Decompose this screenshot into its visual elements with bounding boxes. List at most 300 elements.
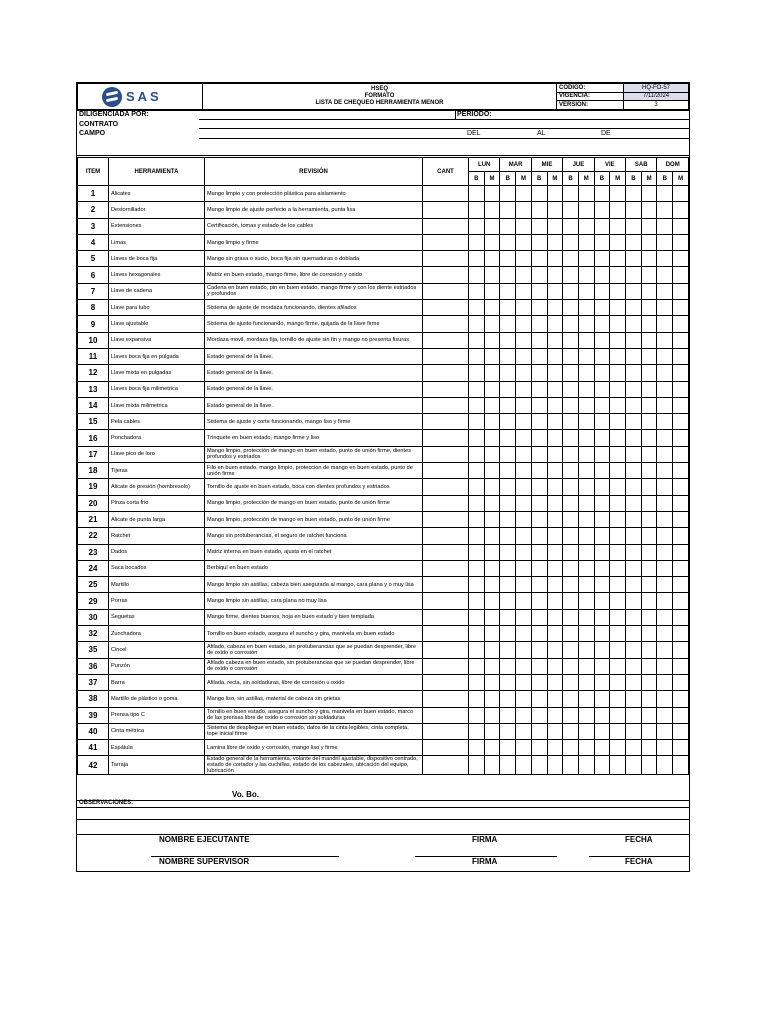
check-cell[interactable] [516,283,532,299]
check-cell[interactable] [469,626,485,642]
check-cell[interactable] [657,609,673,625]
check-cell[interactable] [516,300,532,316]
check-cell[interactable] [563,463,579,479]
check-cell[interactable] [657,316,673,332]
check-cell[interactable] [516,691,532,707]
check-cell[interactable] [578,332,594,348]
check-cell[interactable] [516,479,532,495]
check-cell[interactable] [531,202,547,218]
check-cell[interactable] [578,316,594,332]
check-cell[interactable] [641,511,657,527]
check-cell[interactable] [626,756,642,775]
check-cell[interactable] [641,381,657,397]
check-cell[interactable] [578,642,594,658]
check-cell[interactable] [626,658,642,674]
check-cell[interactable] [626,609,642,625]
check-cell[interactable] [626,234,642,250]
check-cell[interactable] [500,560,516,576]
check-cell[interactable] [594,740,610,756]
check-cell[interactable] [563,495,579,511]
check-cell[interactable] [657,348,673,364]
check-cell[interactable] [484,397,500,413]
check-cell[interactable] [578,283,594,299]
check-cell[interactable] [531,234,547,250]
check-cell[interactable] [563,381,579,397]
check-cell[interactable] [594,316,610,332]
cant-cell[interactable] [423,332,469,348]
check-cell[interactable] [547,740,563,756]
check-cell[interactable] [657,495,673,511]
check-cell[interactable] [531,691,547,707]
check-cell[interactable] [657,267,673,283]
check-cell[interactable] [531,756,547,775]
check-cell[interactable] [531,397,547,413]
check-cell[interactable] [531,511,547,527]
check-cell[interactable] [673,723,689,739]
check-cell[interactable] [469,381,485,397]
cant-cell[interactable] [423,479,469,495]
check-cell[interactable] [594,430,610,446]
firma-supervisor-line[interactable] [415,856,557,857]
check-cell[interactable] [469,544,485,560]
check-cell[interactable] [657,186,673,202]
cant-cell[interactable] [423,674,469,690]
cant-cell[interactable] [423,707,469,723]
check-cell[interactable] [626,218,642,234]
check-cell[interactable] [610,674,626,690]
check-cell[interactable] [563,283,579,299]
check-cell[interactable] [547,560,563,576]
check-cell[interactable] [641,691,657,707]
check-cell[interactable] [469,430,485,446]
check-cell[interactable] [469,202,485,218]
check-cell[interactable] [500,707,516,723]
check-cell[interactable] [610,463,626,479]
check-cell[interactable] [626,348,642,364]
check-cell[interactable] [484,267,500,283]
check-cell[interactable] [673,642,689,658]
check-cell[interactable] [594,593,610,609]
check-cell[interactable] [547,511,563,527]
check-cell[interactable] [578,234,594,250]
check-cell[interactable] [641,479,657,495]
check-cell[interactable] [626,544,642,560]
check-cell[interactable] [469,267,485,283]
check-cell[interactable] [500,446,516,462]
check-cell[interactable] [516,186,532,202]
check-cell[interactable] [563,626,579,642]
check-cell[interactable] [673,495,689,511]
check-cell[interactable] [469,186,485,202]
check-cell[interactable] [563,267,579,283]
check-cell[interactable] [594,332,610,348]
check-cell[interactable] [610,397,626,413]
check-cell[interactable] [641,218,657,234]
check-cell[interactable] [673,511,689,527]
check-cell[interactable] [469,560,485,576]
check-cell[interactable] [610,707,626,723]
check-cell[interactable] [578,479,594,495]
check-cell[interactable] [673,593,689,609]
check-cell[interactable] [516,365,532,381]
check-cell[interactable] [469,283,485,299]
check-cell[interactable] [673,740,689,756]
fecha-supervisor-line[interactable] [589,856,689,857]
fecha-ejecutante-line[interactable] [589,834,689,835]
check-cell[interactable] [641,430,657,446]
cant-cell[interactable] [423,234,469,250]
check-cell[interactable] [563,658,579,674]
check-cell[interactable] [563,479,579,495]
check-cell[interactable] [594,251,610,267]
check-cell[interactable] [641,577,657,593]
check-cell[interactable] [469,511,485,527]
check-cell[interactable] [673,267,689,283]
check-cell[interactable] [578,691,594,707]
check-cell[interactable] [484,251,500,267]
check-cell[interactable] [469,740,485,756]
check-cell[interactable] [626,446,642,462]
check-cell[interactable] [500,593,516,609]
check-cell[interactable] [578,397,594,413]
check-cell[interactable] [610,348,626,364]
check-cell[interactable] [531,609,547,625]
check-cell[interactable] [484,218,500,234]
check-cell[interactable] [673,609,689,625]
check-cell[interactable] [673,544,689,560]
cant-cell[interactable] [423,381,469,397]
check-cell[interactable] [657,560,673,576]
cant-cell[interactable] [423,186,469,202]
check-cell[interactable] [547,202,563,218]
check-cell[interactable] [610,202,626,218]
check-cell[interactable] [626,430,642,446]
cant-cell[interactable] [423,723,469,739]
check-cell[interactable] [516,674,532,690]
check-cell[interactable] [657,430,673,446]
check-cell[interactable] [547,674,563,690]
cant-cell[interactable] [423,756,469,775]
check-cell[interactable] [531,495,547,511]
check-cell[interactable] [469,348,485,364]
check-cell[interactable] [500,332,516,348]
check-cell[interactable] [500,674,516,690]
check-cell[interactable] [484,707,500,723]
check-cell[interactable] [610,609,626,625]
cant-cell[interactable] [423,446,469,462]
check-cell[interactable] [547,218,563,234]
check-cell[interactable] [673,283,689,299]
check-cell[interactable] [469,756,485,775]
check-cell[interactable] [594,544,610,560]
cant-cell[interactable] [423,642,469,658]
check-cell[interactable] [469,691,485,707]
check-cell[interactable] [673,365,689,381]
cant-cell[interactable] [423,691,469,707]
check-cell[interactable] [657,365,673,381]
check-cell[interactable] [641,495,657,511]
check-cell[interactable] [626,186,642,202]
cant-cell[interactable] [423,283,469,299]
cant-cell[interactable] [423,202,469,218]
check-cell[interactable] [516,332,532,348]
check-cell[interactable] [547,397,563,413]
check-cell[interactable] [610,186,626,202]
check-cell[interactable] [531,528,547,544]
check-cell[interactable] [626,397,642,413]
check-cell[interactable] [594,365,610,381]
check-cell[interactable] [563,740,579,756]
check-cell[interactable] [469,463,485,479]
check-cell[interactable] [610,642,626,658]
check-cell[interactable] [578,674,594,690]
check-cell[interactable] [626,642,642,658]
check-cell[interactable] [578,658,594,674]
check-cell[interactable] [594,577,610,593]
check-cell[interactable] [516,202,532,218]
check-cell[interactable] [594,463,610,479]
diligenciada-field[interactable] [199,119,689,120]
check-cell[interactable] [563,234,579,250]
check-cell[interactable] [657,446,673,462]
check-cell[interactable] [484,414,500,430]
cant-cell[interactable] [423,544,469,560]
check-cell[interactable] [563,593,579,609]
cant-cell[interactable] [423,511,469,527]
check-cell[interactable] [657,218,673,234]
check-cell[interactable] [673,674,689,690]
check-cell[interactable] [547,577,563,593]
check-cell[interactable] [500,365,516,381]
check-cell[interactable] [610,430,626,446]
check-cell[interactable] [657,658,673,674]
check-cell[interactable] [500,218,516,234]
check-cell[interactable] [673,446,689,462]
check-cell[interactable] [641,234,657,250]
check-cell[interactable] [469,479,485,495]
check-cell[interactable] [500,511,516,527]
check-cell[interactable] [657,528,673,544]
check-cell[interactable] [594,691,610,707]
check-cell[interactable] [547,300,563,316]
check-cell[interactable] [516,381,532,397]
check-cell[interactable] [484,479,500,495]
check-cell[interactable] [578,463,594,479]
check-cell[interactable] [673,430,689,446]
check-cell[interactable] [469,332,485,348]
check-cell[interactable] [641,446,657,462]
check-cell[interactable] [547,446,563,462]
check-cell[interactable] [484,593,500,609]
check-cell[interactable] [657,251,673,267]
check-cell[interactable] [469,495,485,511]
check-cell[interactable] [547,186,563,202]
check-cell[interactable] [484,430,500,446]
check-cell[interactable] [594,674,610,690]
contrato-field[interactable] [199,128,689,129]
check-cell[interactable] [500,642,516,658]
check-cell[interactable] [610,626,626,642]
cant-cell[interactable] [423,495,469,511]
check-cell[interactable] [641,251,657,267]
check-cell[interactable] [673,202,689,218]
check-cell[interactable] [516,463,532,479]
check-cell[interactable] [610,300,626,316]
check-cell[interactable] [578,707,594,723]
check-cell[interactable] [469,251,485,267]
check-cell[interactable] [610,332,626,348]
cant-cell[interactable] [423,397,469,413]
check-cell[interactable] [531,365,547,381]
check-cell[interactable] [500,723,516,739]
check-cell[interactable] [516,234,532,250]
check-cell[interactable] [484,202,500,218]
check-cell[interactable] [578,365,594,381]
check-cell[interactable] [610,267,626,283]
cant-cell[interactable] [423,658,469,674]
check-cell[interactable] [594,234,610,250]
cant-cell[interactable] [423,218,469,234]
check-cell[interactable] [516,267,532,283]
check-cell[interactable] [484,577,500,593]
check-cell[interactable] [500,658,516,674]
check-cell[interactable] [516,528,532,544]
cant-cell[interactable] [423,251,469,267]
check-cell[interactable] [641,642,657,658]
check-cell[interactable] [563,560,579,576]
check-cell[interactable] [531,577,547,593]
check-cell[interactable] [626,202,642,218]
check-cell[interactable] [547,365,563,381]
check-cell[interactable] [594,397,610,413]
check-cell[interactable] [641,300,657,316]
check-cell[interactable] [531,186,547,202]
check-cell[interactable] [500,495,516,511]
cant-cell[interactable] [423,626,469,642]
check-cell[interactable] [531,251,547,267]
check-cell[interactable] [469,218,485,234]
check-cell[interactable] [563,707,579,723]
check-cell[interactable] [626,560,642,576]
check-cell[interactable] [610,593,626,609]
check-cell[interactable] [673,218,689,234]
check-cell[interactable] [673,186,689,202]
check-cell[interactable] [657,544,673,560]
check-cell[interactable] [547,691,563,707]
check-cell[interactable] [641,560,657,576]
check-cell[interactable] [578,267,594,283]
check-cell[interactable] [563,642,579,658]
check-cell[interactable] [563,186,579,202]
check-cell[interactable] [673,251,689,267]
check-cell[interactable] [578,593,594,609]
check-cell[interactable] [578,348,594,364]
check-cell[interactable] [578,740,594,756]
check-cell[interactable] [469,577,485,593]
check-cell[interactable] [578,609,594,625]
cant-cell[interactable] [423,365,469,381]
check-cell[interactable] [594,202,610,218]
check-cell[interactable] [531,414,547,430]
check-cell[interactable] [516,316,532,332]
check-cell[interactable] [610,446,626,462]
cant-cell[interactable] [423,560,469,576]
check-cell[interactable] [641,186,657,202]
check-cell[interactable] [516,707,532,723]
check-cell[interactable] [531,740,547,756]
check-cell[interactable] [578,528,594,544]
check-cell[interactable] [563,511,579,527]
check-cell[interactable] [673,560,689,576]
campo-field[interactable] [199,138,689,139]
check-cell[interactable] [626,511,642,527]
check-cell[interactable] [484,381,500,397]
check-cell[interactable] [673,234,689,250]
check-cell[interactable] [641,544,657,560]
check-cell[interactable] [547,414,563,430]
check-cell[interactable] [500,544,516,560]
check-cell[interactable] [563,577,579,593]
check-cell[interactable] [547,316,563,332]
check-cell[interactable] [563,300,579,316]
check-cell[interactable] [578,251,594,267]
check-cell[interactable] [500,609,516,625]
check-cell[interactable] [547,267,563,283]
check-cell[interactable] [563,430,579,446]
check-cell[interactable] [500,381,516,397]
check-cell[interactable] [610,560,626,576]
check-cell[interactable] [500,316,516,332]
check-cell[interactable] [531,316,547,332]
check-cell[interactable] [673,300,689,316]
check-cell[interactable] [594,756,610,775]
check-cell[interactable] [626,414,642,430]
check-cell[interactable] [484,691,500,707]
check-cell[interactable] [500,626,516,642]
check-cell[interactable] [641,332,657,348]
check-cell[interactable] [484,528,500,544]
check-cell[interactable] [673,381,689,397]
check-cell[interactable] [516,430,532,446]
check-cell[interactable] [610,234,626,250]
check-cell[interactable] [516,544,532,560]
check-cell[interactable] [484,283,500,299]
check-cell[interactable] [594,446,610,462]
check-cell[interactable] [594,658,610,674]
check-cell[interactable] [516,446,532,462]
check-cell[interactable] [578,381,594,397]
check-cell[interactable] [578,300,594,316]
check-cell[interactable] [516,609,532,625]
check-cell[interactable] [484,642,500,658]
check-cell[interactable] [641,609,657,625]
check-cell[interactable] [469,300,485,316]
check-cell[interactable] [610,756,626,775]
check-cell[interactable] [469,365,485,381]
check-cell[interactable] [610,316,626,332]
check-cell[interactable] [469,414,485,430]
cant-cell[interactable] [423,414,469,430]
check-cell[interactable] [641,202,657,218]
check-cell[interactable] [641,283,657,299]
check-cell[interactable] [610,528,626,544]
check-cell[interactable] [594,283,610,299]
check-cell[interactable] [594,528,610,544]
check-cell[interactable] [547,283,563,299]
check-cell[interactable] [657,381,673,397]
check-cell[interactable] [673,528,689,544]
check-cell[interactable] [657,756,673,775]
